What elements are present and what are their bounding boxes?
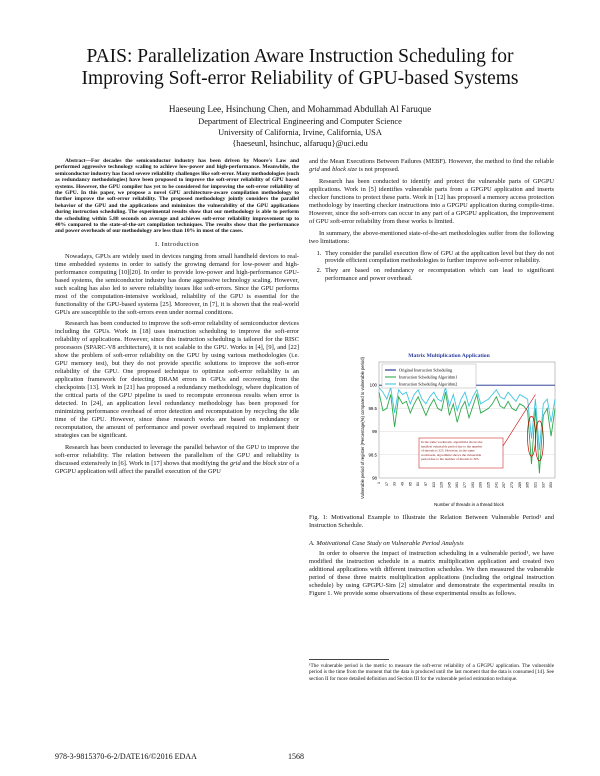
chart-x-tick-label: 225 — [486, 482, 491, 488]
figure-1-caption: Fig. 1: Motivational Example to Illustrate the Relation Between Vulnerable Period¹ and Instruction Schedule. — [309, 514, 554, 529]
chart-svg — [349, 346, 561, 510]
cont-text-a: and the Mean Executions Between Failures (MEBF). However, the method to find the reliable — [309, 158, 554, 165]
chart-x-axis-label: Number of threads in a thread block — [434, 502, 504, 507]
chart-x-tick-label: 49 — [400, 482, 405, 486]
chart-x-tick-label: 161 — [455, 482, 460, 488]
footnote-divider — [309, 659, 389, 660]
chart-y-tick-label: 98 — [372, 475, 377, 481]
chart-x-tick-label: 177 — [463, 482, 468, 488]
chart-x-tick-label: 81 — [416, 482, 421, 486]
page-number: 1568 — [288, 752, 304, 761]
chart-x-tick-label: 97 — [423, 482, 428, 486]
chart-x-tick-label: 1 — [377, 482, 381, 484]
chart-annotation-text: workloads, algorithm2 shows the vulnerable — [421, 452, 482, 457]
chart-x-tick-label: 193 — [470, 482, 475, 488]
chart-x-tick-label: 257 — [502, 482, 507, 488]
intro-p3-text-c: of a GPGPU application will affect the parallel execution of the GPU — [55, 459, 299, 475]
chart-annotation-text: In the same workloads, algorithm1 shows the — [421, 440, 483, 444]
chart-y-axis-label: Vulnerable period of register (Percentage(%) compared to vulnerable period) — [360, 356, 365, 500]
author-emails: {haeseunl, hsinchuc, alfaruqu}@uci.edu — [232, 139, 368, 148]
intro-paragraph-1: Nowadays, GPUs are widely used in devices ranging from small handheld devices to real-time embedded systems in order to satisfy the growing demand for low-power and high-performance computing [10][20]. In order to provide low-power and high-performance GPU-based systems, the semiconductor industry has done aggressive technology scaling. However, such scaling has also led to severe reliability issues like soft-errors. Since the GPU performs most of the computation-intensive workload, reliability of the GPU is essential for the functionality of the GPU-based systems [25]. Moreover, in [7], it is shown that the real-world GPUs are susceptible to the soft-errors even under normal conditions. — [55, 252, 299, 316]
paper-title — [40, 46, 560, 90]
related-work-paragraph: Research has been conducted to identify and protect the vulnerable parts of GPGPU applications. Work in [5] identifies vulnerable parts from a GPGPU application and inserts checker functions to protect these parts. Work in [12] has proposed a memory access protection methodology by inserting checker instructions into a GPGPU application during compile-time. However, since the soft-errors can occur in any part of a GPGPU application, the improvement of GPU soft-error reliability from these works is limited. — [309, 177, 554, 225]
left-column — [55, 158, 299, 480]
figure-1-chart — [349, 346, 561, 510]
chart-legend-label: Instruction Scheduling Algorithm2 — [399, 381, 458, 387]
chart-x-tick-label: 241 — [494, 482, 499, 488]
affiliation-department: Department of Electrical Engineering and Computer Science — [198, 117, 402, 126]
chart-title: Matrix Multiplication Application — [408, 353, 490, 359]
chart-legend-label: Original Instruction Scheduling — [399, 367, 453, 373]
limitations-list — [309, 250, 554, 284]
intro-paragraph-2: Research has been conducted to improve the soft-error reliability of semiconductor devices including the GPUs. Work in [18] uses instruction scheduling to improve the soft-error reliability of applications. However, since this instruction scheduling is tailored for the RISC processors (SPARC-V8 architecture), it is not scalable to the GPU. Works in [4], [9], and [22] show the problem of soft-error reliability on the GPU by using various methodologies (i.e. GPU memory test), but they do not provide specific solutions to improve the soft-error reliability of the GPU. One proposed technique to optimize soft-error reliability is an application framework for detecting DRAM errors in GPUs and recovering from the checkpoints [13]. Work in [21] has proposed a redundancy methodology, where duplication of the critical parts of the GPU pipeline is used to recompute erroneous results when error is detected. In [24], an application level redundancy methodology has been proposed for minimizing performance overhead of error detection and recomputation by recycling the idle time of the GPU. However, since these research works are based on redundancy or recomputation, the amount of performance and power overhead required to implement their strategies can be significant. — [55, 320, 299, 439]
section-heading-introduction: I. Introduction — [154, 240, 200, 248]
limitation-2: 2. They are based on redundancy or recomputation which can lead to significant performance and power overhead. — [323, 267, 554, 283]
right-column-bottom — [309, 540, 554, 602]
chart-y-tick-label: 99.5 — [368, 405, 377, 411]
abstract: Abstract—For decades the semiconductor industry has been driven by Moore's Law and performed aggressive technology scaling to achieve low-power and high-performance. Meanwhile, the semiconductor industry has faced severe reliability challenges like soft-error. Many methodologies (such as redundancy methodologies) have been proposed to improve the soft-error reliability of GPU based systems. However, the GPU compiler has yet to be considered for improving the soft-error reliability of the GPU. In this paper, we propose a novel GPU architecture-aware compilation methodology to further improve the soft-error reliability. The proposed methodology jointly considers the parallel behavior of the GPU and the applications and minimizes the vulnerability of the GPU applications during instruction scheduling. The experimental results show that our methodology is able to perform the scheduling within 5.88 seconds on average and achieves soft-error reliability improvement up to 40% compared to the state-of-the-art compilation techniques. The results show that the performance and power overheads of our methodology are less than 10% in most of the cases. — [55, 158, 299, 235]
chart-x-tick-label: 321 — [533, 482, 538, 488]
intro-p3-block-size: block size — [262, 459, 288, 467]
chart-y-tick-label: 98.5 — [368, 452, 377, 458]
cont-text-b: and — [319, 165, 333, 173]
chart-y-tick-label: 100 — [369, 382, 377, 388]
summary-paragraph: In summary, the above-mentioned state-of-the-art methodologies suffer from the following two limitations: — [309, 229, 554, 245]
chart-x-tick-label: 129 — [439, 482, 444, 488]
limitation-1: 1. They consider the parallel execution flow of GPU at the application level but they do not provide efficient compilation methodologies to further improve soft-error reliability. — [323, 250, 554, 266]
cont-block-size: block size — [332, 165, 358, 173]
chart-x-tick-label: 305 — [525, 482, 530, 488]
right-continuation — [309, 158, 554, 174]
cont-grid: grid — [309, 165, 320, 173]
footer-isbn: 978-3-9815370-6-2/DATE16/©2016 EDAA — [55, 752, 197, 761]
chart-x-tick-label: 145 — [447, 482, 452, 488]
intro-p3-text-b: and the — [240, 459, 263, 467]
chart-legend — [382, 364, 476, 388]
chart-x-tick-label: 337 — [541, 482, 546, 488]
title-line-1: PAIS: Parallelization Aware Instruction Scheduling for — [86, 46, 514, 67]
intro-p3-text-a: Research has been conducted to leverage the parallel behavior of the GPU to improve the soft-error reliability. The relation between the parallelism of the GPU and reliability is discussed extensively in [6]. Work in [17] shows that modifying the — [55, 443, 299, 467]
chart-annotation-text: period due to the number of threads is 305. — [421, 457, 480, 462]
author-list: Haeseung Lee, Hsinchung Chen, and Mohammad Abdullah Al Faruque — [168, 104, 432, 114]
cont-text-c: is not proposed. — [357, 165, 400, 173]
chart-x-tick-label: 65 — [408, 482, 413, 486]
chart-annotation-text: of threads is 325. However, in the same — [421, 448, 475, 453]
chart-x-tick-label: 289 — [517, 482, 522, 488]
chart-x-tick-label: 113 — [431, 482, 436, 488]
chart-x-tick-label: 209 — [478, 482, 483, 488]
chart-x-tick-label: 33 — [392, 482, 397, 486]
intro-paragraph-3 — [55, 444, 299, 476]
subsection-heading-a: A. Motivational Case Study on Vulnerable Period Analysis — [309, 540, 464, 547]
title-line-2: Improving Soft-error Reliability of GPU-based Systems — [81, 68, 519, 89]
chart-annotation-text: smallest vulnerable period due to the number — [421, 444, 483, 449]
chart-legend-label: Instruction Scheduling Algorithm1 — [399, 374, 458, 380]
chart-x-tick-label: 353 — [549, 482, 554, 488]
chart-x-tick-label: 17 — [384, 482, 389, 486]
chart-y-tick-label: 99 — [372, 429, 377, 435]
right-column-top — [309, 158, 554, 285]
intro-p3-grid: grid — [229, 459, 241, 467]
affiliation-university: University of California, Irvine, California, USA — [218, 128, 382, 137]
chart-x-tick-label: 273 — [509, 482, 514, 488]
footnote-1: ¹The vulnerable period is the metric to measure the soft-error reliability of a GPGPU application. The vulnerable period is the time from the moment that the data is produced until the last moment that the data is consumed [14]. See section II for more detailed definition and Section III for the vulnerable period estimation technique. — [309, 663, 554, 682]
motivational-paragraph: In order to observe the impact of instruction scheduling in a vulnerable period¹, we have modified the instruction schedule in a matrix multiplication application and created two additional applications with different instruction schedules. We then measured the vulnerable period of these three matrix multiplication applications (including the original instruction schedule) by using GPGPU-Sim [2] simulator and demonstrate the experimental results in Figure 1. We provide some observations of these experimental results as follows. — [309, 549, 554, 597]
